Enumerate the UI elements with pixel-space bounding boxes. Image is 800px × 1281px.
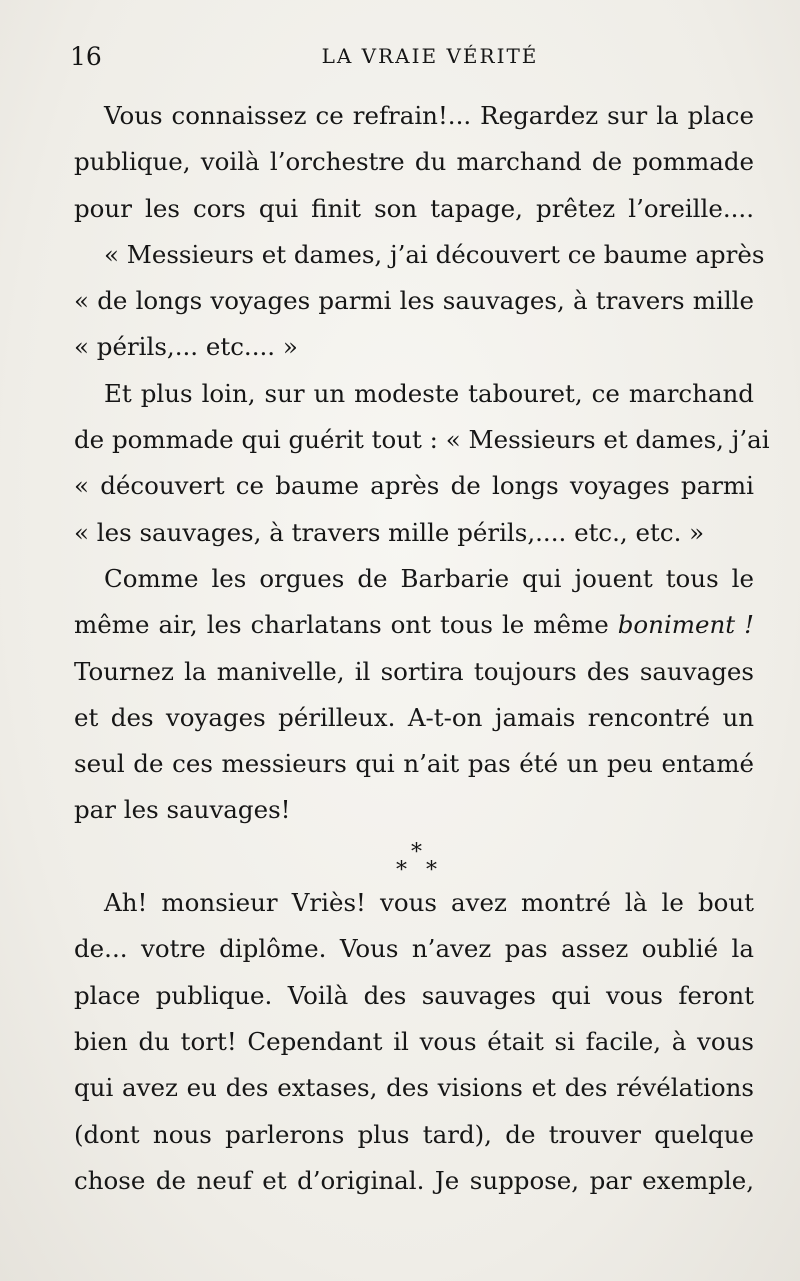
text-line: « périls,... etc.... » [74, 332, 298, 362]
text-line: chose de neuf et d’original. Je suppose, par exemple, [74, 1165, 754, 1195]
asterisk-top: * [411, 839, 422, 865]
text-line [74, 602, 754, 648]
text-line: qui avez eu des extases, des visions et des révélations [74, 1073, 754, 1103]
asterisk-left: * [396, 857, 407, 883]
italic-word: boniment ! [617, 610, 754, 640]
text-line: « les sauvages, à travers mille périls,.... etc., etc. » [74, 517, 705, 547]
page-number: 16 [70, 42, 102, 71]
running-title: LA VRAIE VÉRITÉ [321, 44, 539, 68]
text-line: Et plus loin, sur un modeste tabouret, ce marchand [104, 378, 754, 408]
asterisk-right: * [426, 857, 437, 883]
text-line: « Messieurs et dames, j’ai découvert ce baume après [104, 239, 765, 269]
text-line: et des voyages périlleux. A-t-on jamais rencontré un [74, 702, 754, 732]
asterism-separator [74, 834, 754, 883]
text-line: de... votre diplôme. Vous n’avez pas assez oublié la [74, 934, 754, 964]
body-text [74, 93, 770, 1204]
text-line: « de longs voyages parmi les sauvages, à travers mille [74, 286, 754, 316]
text-line: place publique. Voilà des sauvages qui vous feront [74, 980, 754, 1010]
text-line: Tournez la manivelle, il sortira toujours des sauvages [74, 656, 754, 686]
text-line: publique, voilà l’orchestre du marchand de pommade [74, 147, 754, 177]
text-line: Ah! monsieur Vriès! vous avez montré là le bout [104, 888, 754, 918]
page-header [70, 42, 760, 72]
text-line: par les sauvages! [74, 795, 291, 825]
text-line: Vous connaissez ce refrain!... Regardez sur la place [104, 101, 754, 130]
text-line: de pommade qui guérit tout : « Messieurs et dames, j’ai [74, 425, 770, 455]
text-line: bien du tort! Cependant il vous était si facile, à vous [74, 1026, 754, 1056]
text-fragment: même air, les charlatans ont tous le même [74, 610, 609, 640]
text-line: « découvert ce baume après de longs voyages parmi [74, 471, 754, 501]
text-line: Comme les orgues de Barbarie qui jouent tous le [104, 563, 754, 593]
text-line: (dont nous parlerons plus tard), de trouver quelque [74, 1119, 754, 1149]
text-line: seul de ces messieurs qui n’ait pas été un peu entamé [74, 749, 754, 779]
text-line: pour les cors qui finit son tapage, prêtez l’oreille.... [74, 193, 754, 223]
